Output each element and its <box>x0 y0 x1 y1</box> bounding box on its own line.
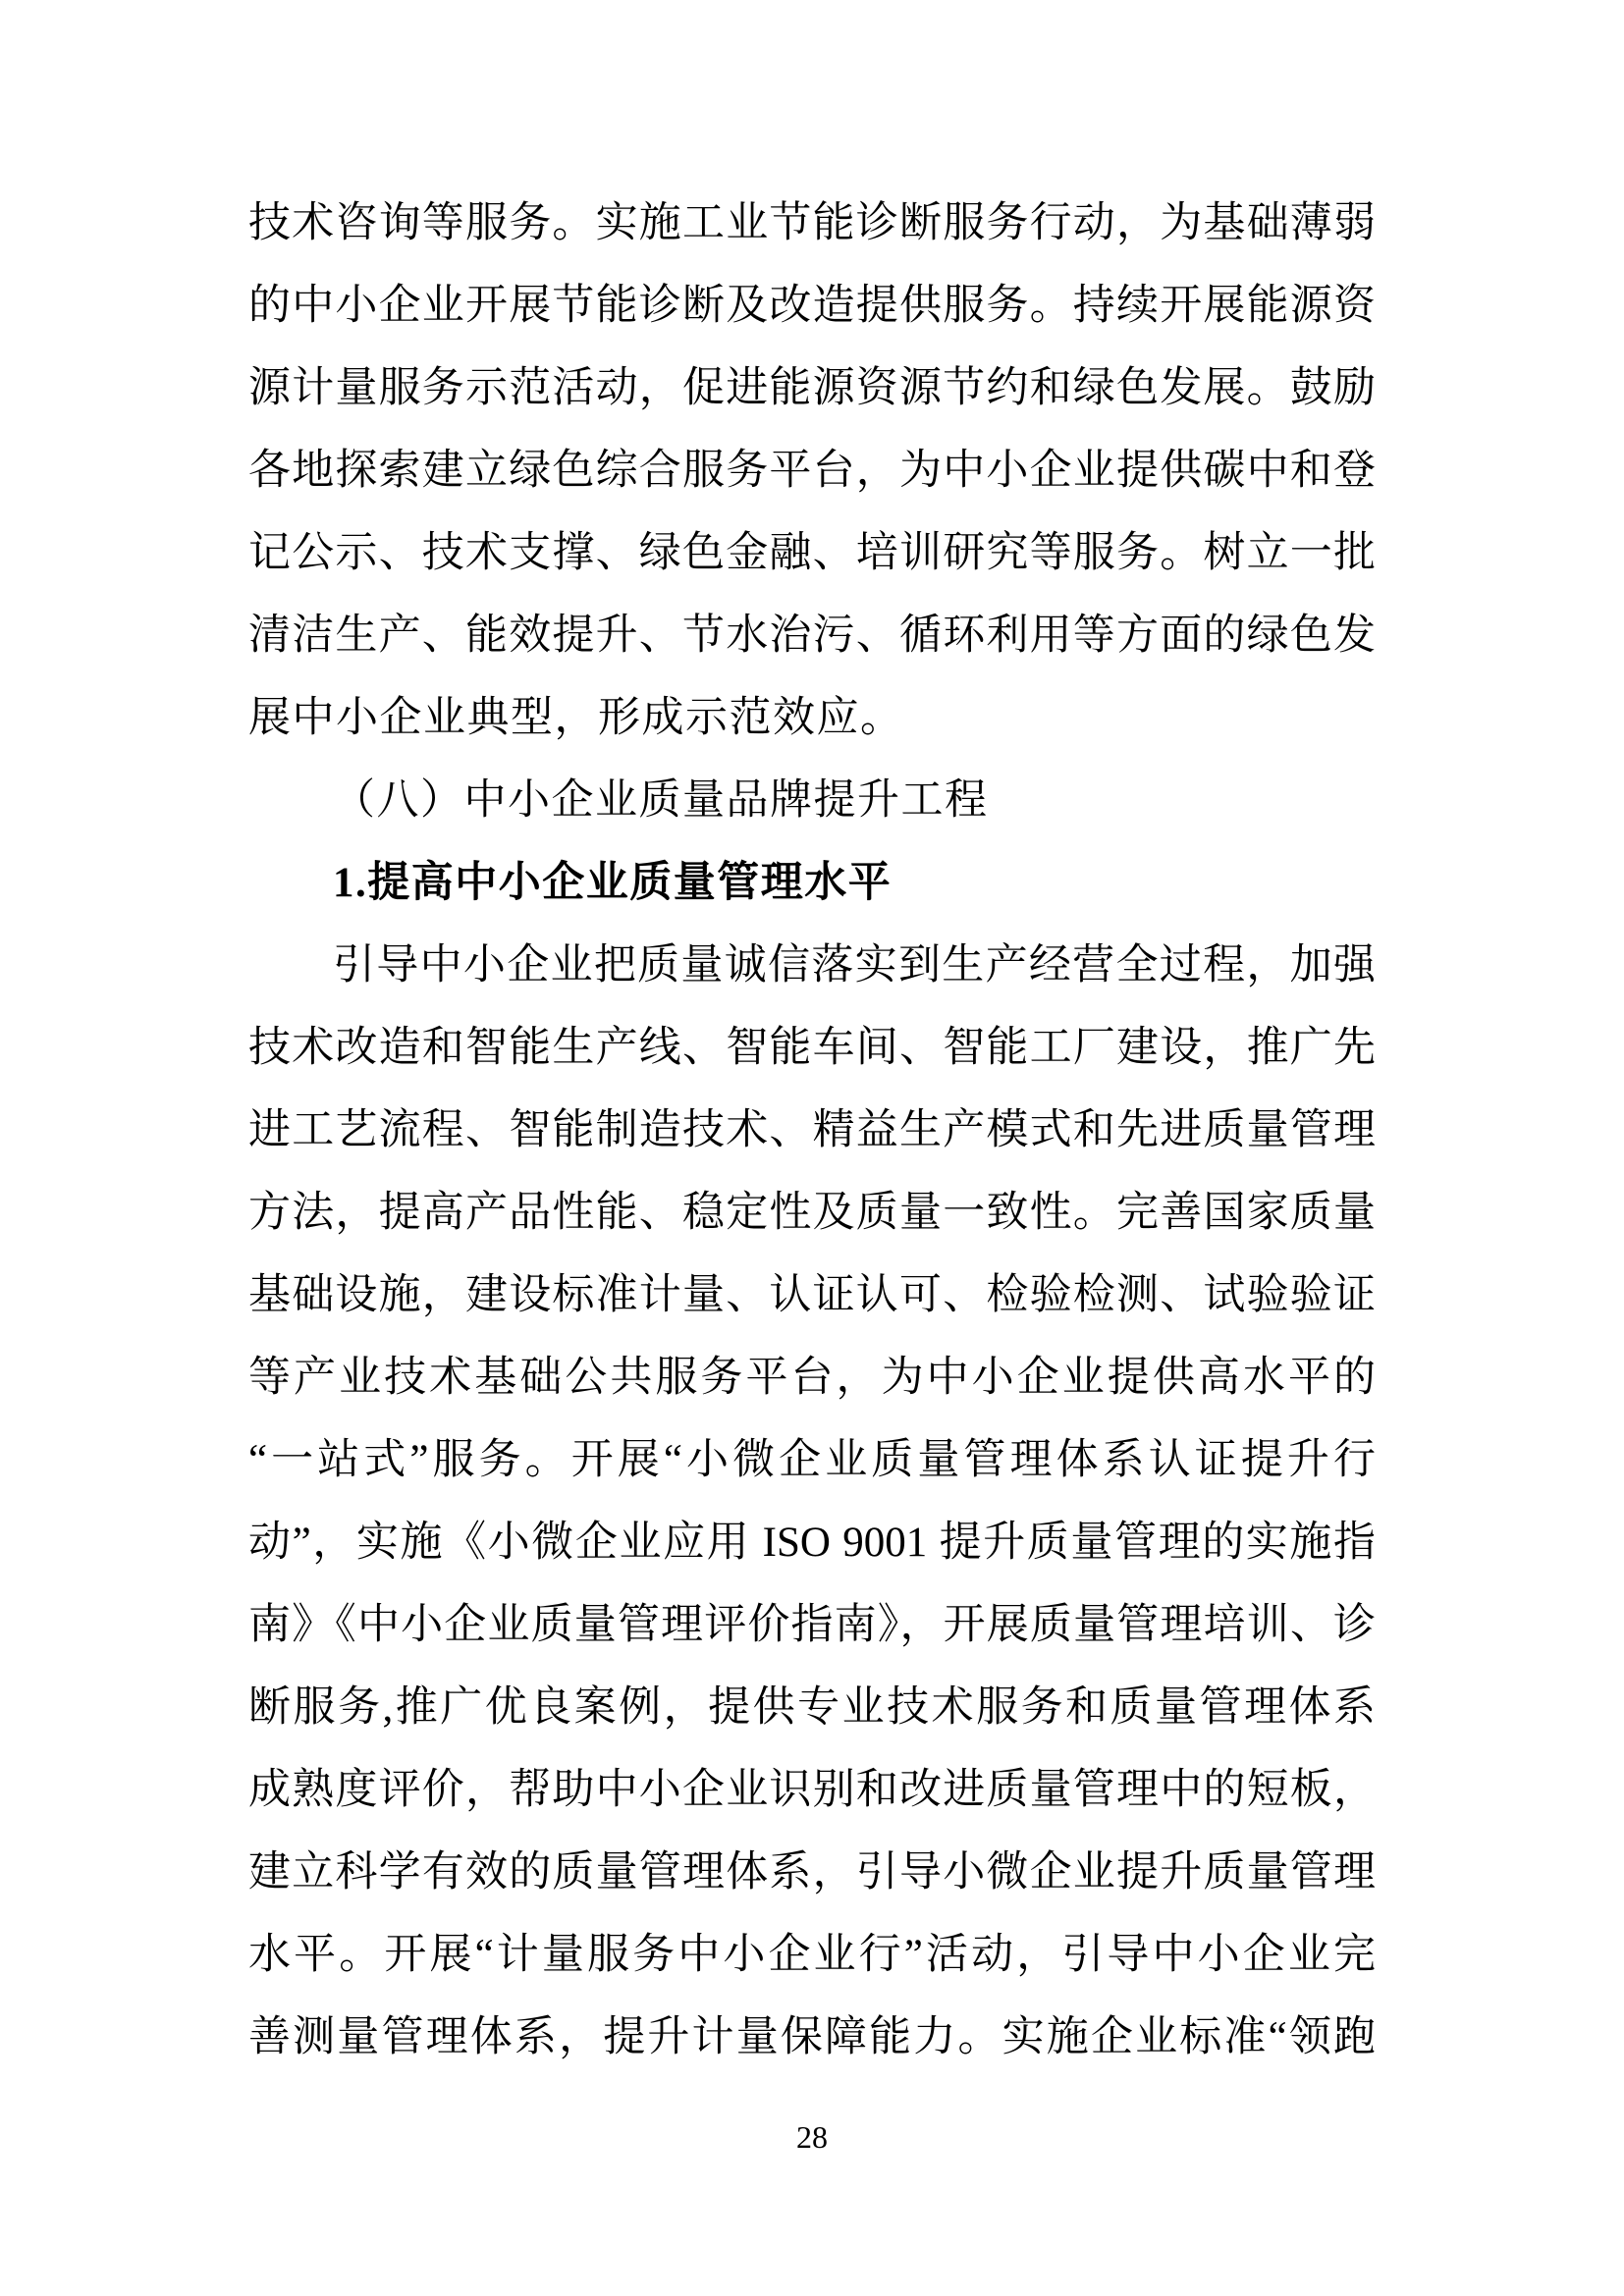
text-line: 建立科学有效的质量管理体系，引导小微企业提升质量管理 <box>248 1849 1376 1896</box>
page-number: 28 <box>796 2119 828 2155</box>
text-line: 记公示、技术支撑、绿色金融、培训研究等服务。树立一批 <box>248 530 1376 576</box>
text-line: 技术改造和智能生产线、智能车间、智能工厂建设，推广先 <box>248 1025 1376 1071</box>
text-line: 各地探索建立绿色综合服务平台，为中小企业提供碳中和登 <box>248 448 1376 494</box>
text-line: 成熟度评价，帮助中小企业识别和改进质量管理中的短板， <box>248 1767 1376 1813</box>
text-line: 基础设施，建设标准计量、认证认可、检验检测、试验验证 <box>248 1272 1376 1318</box>
text-line: “一站式”服务。开展“小微企业质量管理体系认证提升行 <box>248 1437 1376 1483</box>
text-line: 清洁生产、能效提升、节水治污、循环利用等方面的绿色发 <box>248 613 1376 659</box>
text-line: 技术咨询等服务。实施工业节能诊断服务行动，为基础薄弱 <box>248 200 1376 246</box>
text-line: 展中小企业典型，形成示范效应。 <box>248 695 904 741</box>
text-line: 方法，提高产品性能、稳定性及质量一致性。完善国家质量 <box>248 1190 1376 1236</box>
text-line: 善测量管理体系，提升计量保障能力。实施企业标准“领跑 <box>248 2014 1376 2060</box>
text-line: 源计量服务示范活动，促进能源资源节约和绿色发展。鼓励 <box>248 365 1376 411</box>
text-line: 南》《中小企业质量管理评价指南》，开展质量管理培训、诊 <box>248 1602 1376 1648</box>
text-line: 等产业技术基础公共服务平台，为中小企业提供高水平的 <box>248 1355 1376 1401</box>
text-line: 引导中小企业把质量诚信落实到生产经营全过程，加强 <box>333 942 1376 988</box>
text-line: 1.提高中小企业质量管理水平 <box>333 860 893 906</box>
text-line: 进工艺流程、智能制造技术、精益生产模式和先进质量管理 <box>248 1107 1376 1153</box>
text-line: 的中小企业开展节能诊断及改造提供服务。持续开展能源资 <box>248 283 1376 329</box>
text-line: 断服务,推广优良案例，提供专业技术服务和质量管理体系 <box>248 1684 1376 1731</box>
text-line: （八）中小企业质量品牌提升工程 <box>333 777 989 824</box>
text-line: 动”，实施《小微企业应用 ISO 9001 提升质量管理的实施指 <box>248 1520 1376 1566</box>
document-body <box>248 183 1376 2079</box>
text-line: 水平。开展“计量服务中小企业行”活动，引导中小企业完 <box>248 1932 1376 1978</box>
